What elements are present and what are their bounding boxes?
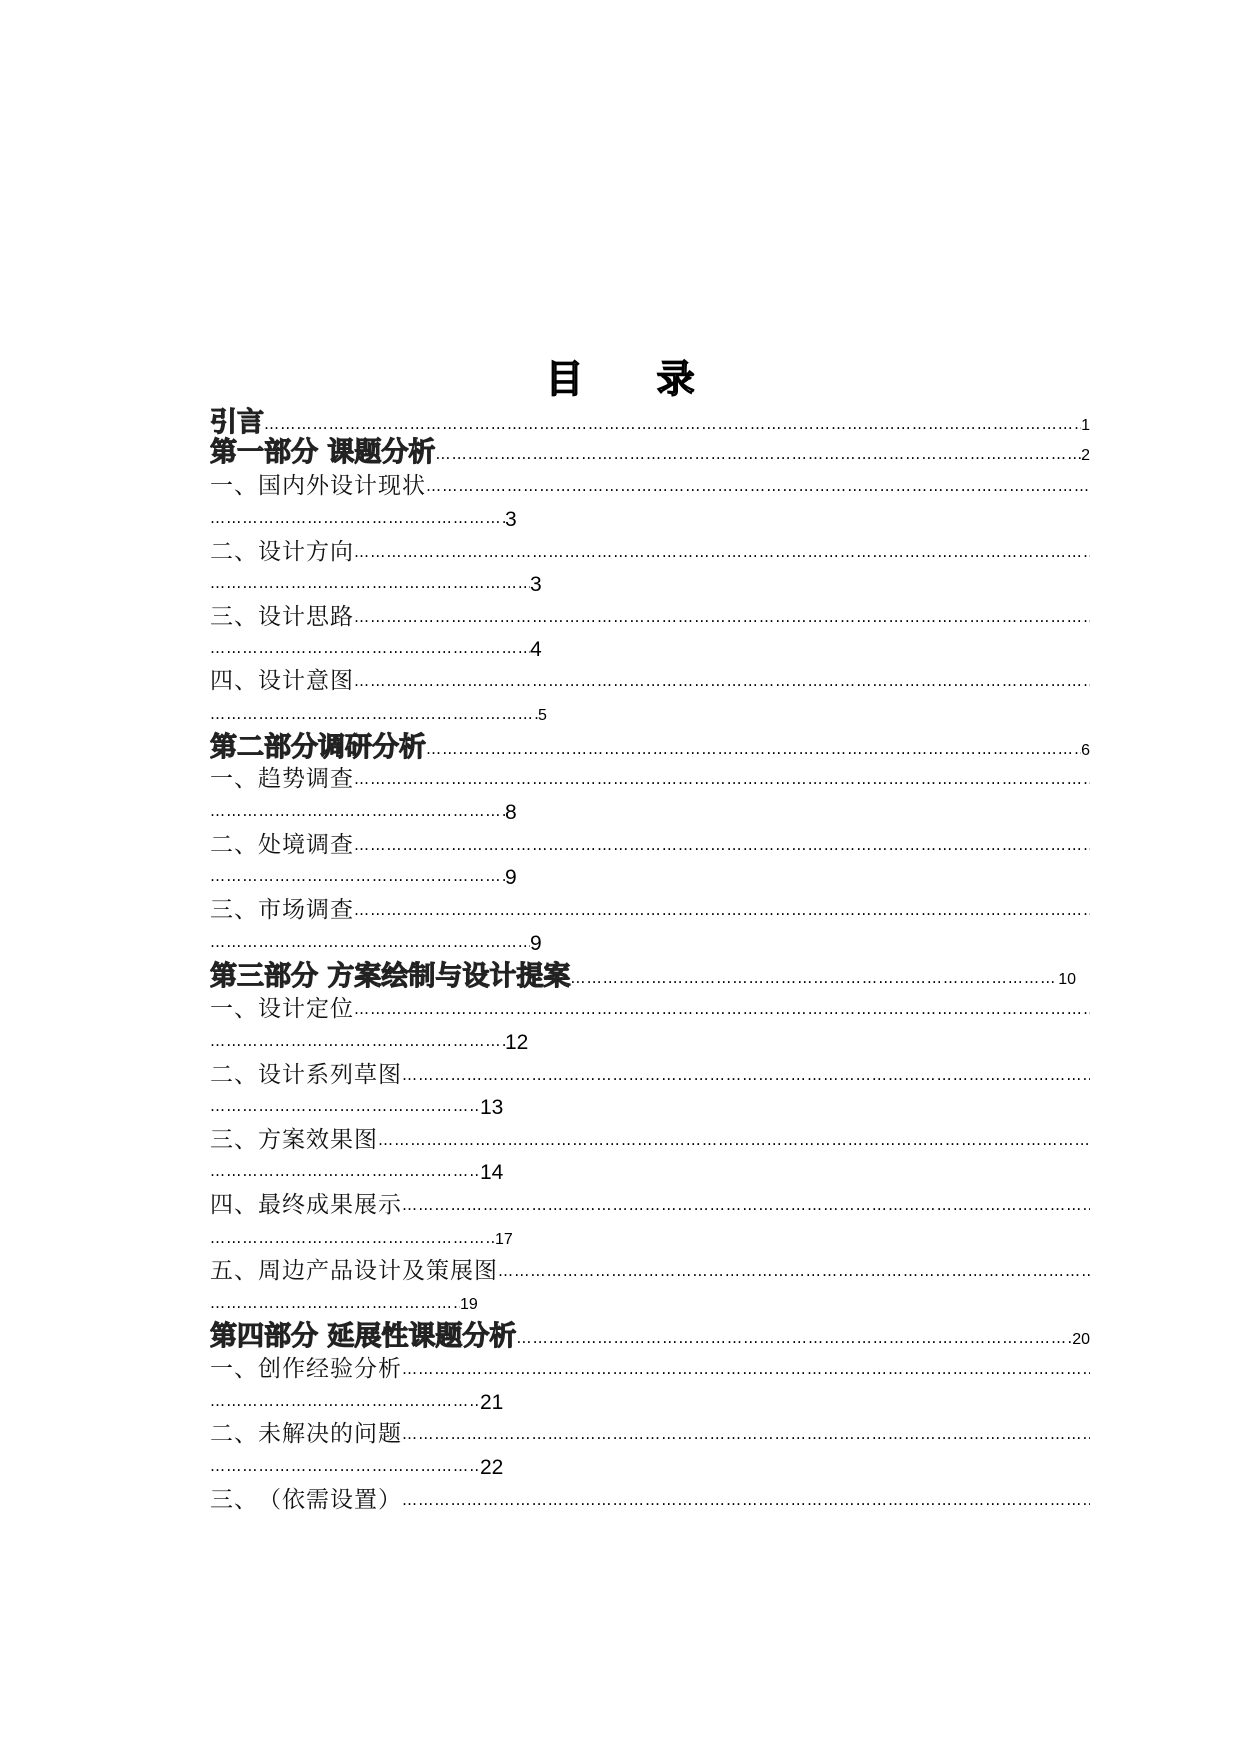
toc-entry-continuation (210, 1086, 1090, 1120)
toc-entry[interactable] (210, 1120, 1090, 1154)
toc-label: 一、趋势调查 (210, 766, 354, 792)
dot-leader (354, 770, 1090, 793)
toc-entry[interactable] (210, 466, 1090, 500)
toc-entry[interactable] (210, 1055, 1090, 1089)
dot-leader (402, 1196, 1090, 1219)
toc-entry-intro[interactable] (210, 404, 1090, 438)
toc-label: 引言 (210, 407, 264, 438)
toc-entry-continuation (210, 922, 1090, 956)
toc-entry[interactable] (210, 1414, 1090, 1448)
toc-entry[interactable] (210, 989, 1090, 1023)
dot-leader (210, 639, 530, 662)
toc-page-number: 10 (1058, 971, 1076, 988)
dot-leader (210, 802, 505, 825)
toc-page-number: 13 (480, 1096, 504, 1119)
page-title: 目 录 (545, 357, 725, 401)
dot-leader (354, 1000, 1090, 1023)
toc-label: 第四部分 延展性课题分析 (210, 1321, 517, 1352)
toc-label: 二、处境调查 (210, 832, 354, 858)
toc-entry-part1[interactable] (210, 434, 1090, 468)
toc-page-number: 8 (505, 801, 517, 824)
toc-entry-part4[interactable] (210, 1318, 1090, 1352)
toc-entry[interactable] (210, 890, 1090, 924)
toc-label: 一、设计定位 (210, 996, 354, 1022)
dot-leader (498, 1262, 1090, 1285)
dot-leader (402, 1491, 1090, 1514)
toc-label: 五、周边产品设计及策展图 (210, 1258, 498, 1284)
toc-entry[interactable] (210, 1349, 1090, 1383)
dot-leader (210, 1457, 480, 1480)
toc-page-number: 3 (505, 508, 517, 531)
toc-entry[interactable] (210, 1185, 1090, 1219)
toc-label: 三、 (210, 1487, 258, 1513)
toc-entry-continuation (210, 1446, 1090, 1480)
toc-entry[interactable] (210, 532, 1090, 566)
dot-leader (210, 509, 505, 532)
toc-page-number: 2 (1081, 447, 1090, 464)
toc-page-number: 1 (1081, 417, 1090, 434)
toc-page-number: 17 (495, 1231, 513, 1248)
toc-entry-continuation (210, 1151, 1090, 1185)
toc-label: 第三部分 方案绘制与设计提案 (210, 961, 571, 992)
toc-entry[interactable] (210, 1480, 1090, 1514)
toc-label: 一、创作经验分析 (210, 1356, 402, 1382)
toc-label: 四、最终成果展示 (210, 1192, 402, 1218)
toc-entry-continuation (210, 1218, 1090, 1252)
dot-leader (402, 1360, 1090, 1383)
toc-label: 第一部分 课题分析 (210, 437, 436, 468)
toc-label: 三、市场调查 (210, 897, 354, 923)
toc-page-number: 21 (480, 1391, 504, 1414)
toc-entry-continuation (210, 563, 1090, 597)
dot-leader (210, 1294, 460, 1317)
dot-leader (435, 445, 1081, 468)
toc-page-number: 4 (530, 638, 542, 661)
toc-entry[interactable] (210, 597, 1090, 631)
dot-leader (210, 1162, 480, 1185)
toc-page-number: 5 (538, 707, 547, 724)
toc-page-number: 9 (505, 866, 517, 889)
toc-page-number: 12 (505, 1031, 529, 1054)
dot-leader (210, 705, 538, 728)
toc-page-number: 6 (1081, 742, 1090, 759)
toc-label: 三、设计思路 (210, 604, 354, 630)
dot-leader (426, 477, 1090, 500)
toc-entry-continuation (210, 791, 1090, 825)
toc-entry-continuation (210, 1381, 1090, 1415)
toc-entry-continuation (210, 1283, 1090, 1317)
dot-leader (210, 574, 530, 597)
toc-label: 二、未解决的问题 (210, 1421, 402, 1447)
toc-label: 四、设计意图 (210, 668, 354, 694)
toc-label: 三、方案效果图 (210, 1127, 378, 1153)
toc-page-number: 20 (1072, 1331, 1090, 1348)
toc-label: 二、设计方向 (210, 539, 354, 565)
toc-entry-continuation (210, 856, 1090, 890)
toc-entry[interactable] (210, 661, 1090, 695)
toc-entry-continuation (210, 694, 1090, 728)
toc-entry-continuation (210, 498, 1090, 532)
dot-leader (210, 1097, 480, 1120)
dot-leader (210, 1032, 505, 1055)
toc-entry-continuation (210, 628, 1090, 662)
dot-leader (210, 1229, 495, 1252)
toc-entry-part3[interactable] (210, 958, 1090, 992)
dot-leader (210, 867, 505, 890)
toc-page-number: 3 (530, 573, 542, 596)
toc-placeholder-note: （依需设置） (258, 1487, 402, 1513)
toc-page-number: 22 (480, 1456, 504, 1479)
toc-entry[interactable] (210, 1251, 1090, 1285)
dot-leader (402, 1425, 1090, 1448)
toc-label: 一、国内外设计现状 (210, 473, 426, 499)
toc-entry[interactable] (210, 759, 1090, 793)
toc-entry-part2[interactable] (210, 729, 1090, 763)
toc-page-number: 9 (530, 932, 542, 955)
toc-entry-continuation (210, 1021, 1090, 1055)
dot-leader (210, 1392, 480, 1415)
toc-entry[interactable] (210, 825, 1090, 859)
dot-leader (210, 933, 530, 956)
toc-page-number: 14 (480, 1161, 504, 1184)
toc-label: 第二部分调研分析 (210, 732, 426, 763)
dot-leader (354, 672, 1090, 695)
toc-page-number: 19 (460, 1296, 478, 1313)
toc-label: 二、设计系列草图 (210, 1062, 402, 1088)
dot-leader (354, 901, 1090, 924)
